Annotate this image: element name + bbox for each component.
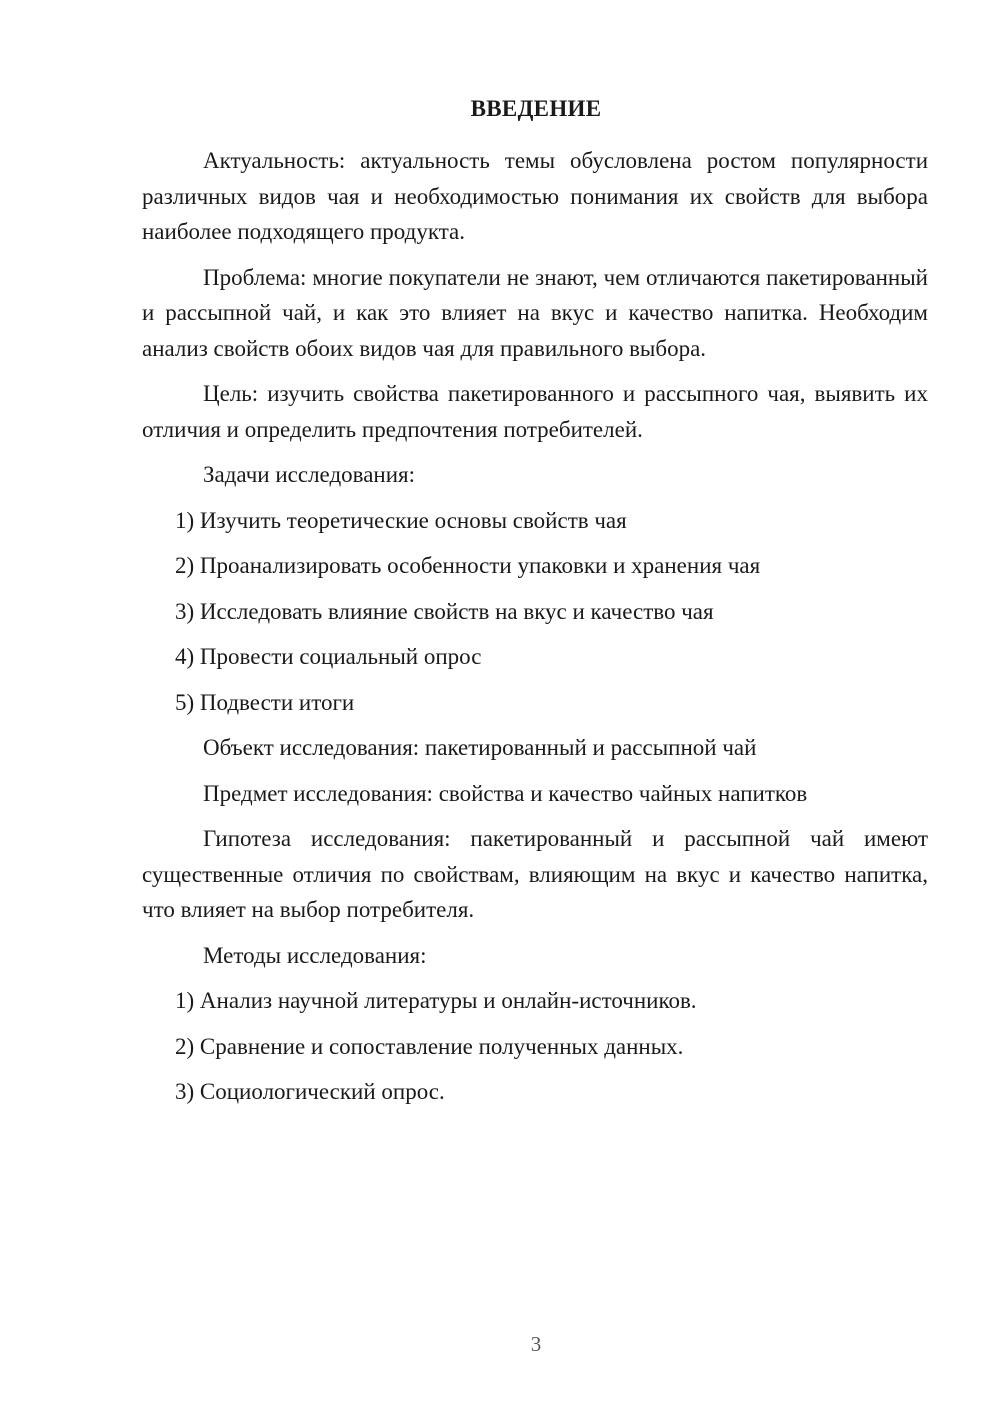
tasks-list <box>142 503 928 721</box>
page-title: ВВЕДЕНИЕ <box>470 96 602 121</box>
methods-heading: Методы исследования: <box>203 942 427 968</box>
method-item: 1) Анализ научной литературы и онлайн-источников. <box>175 988 697 1013</box>
hypothesis-paragraph: Гипотеза исследования: пакетированный и рассыпной чай имеют существенные отличия по свойствам, влияющим на вкус и качество напитка, что влияет на выбор потребителя. <box>142 826 928 922</box>
task-item: 1) Изучить теоретические основы свойств чая <box>175 507 627 533</box>
task-item: 2) Проанализировать особенности упаковки и хранения чая <box>175 553 761 578</box>
research-object: Объект исследования: пакетированный и рассыпной чай <box>203 735 757 760</box>
relevance-paragraph: Актуальность: актуальность темы обусловлена ростом популярности различных видов чая и необходимостью понимания их свойств для выбора наиболее подходящего продукта. <box>142 148 928 244</box>
methods-list <box>142 983 928 1110</box>
task-item: 4) Провести социальный опрос <box>175 644 482 669</box>
tasks-heading: Задачи исследования: <box>203 462 416 487</box>
page-number: 3 <box>530 1332 542 1356</box>
problem-paragraph: Проблема: многие покупатели не знают, чем отличаются пакетированный и рассыпной чай, и как это влияет на вкус и качество напитка. Необходим анализ свойств обоих видов чая для правильного выбора. <box>142 264 928 361</box>
page-body <box>142 143 928 1120</box>
task-item: 5) Подвести итоги <box>175 689 355 715</box>
method-item: 3) Социологический опрос. <box>175 1079 445 1104</box>
task-item: 3) Исследовать влияние свойств на вкус и качество чая <box>175 598 714 624</box>
goal-paragraph: Цель: изучить свойства пакетированного и рассыпного чая, выявить их отличия и определить предпочтения потребителей. <box>142 381 928 442</box>
research-subject: Предмет исследования: свойства и качество чайных напитков <box>203 780 808 806</box>
method-item: 2) Сравнение и сопоставление полученных данных. <box>175 1033 684 1059</box>
